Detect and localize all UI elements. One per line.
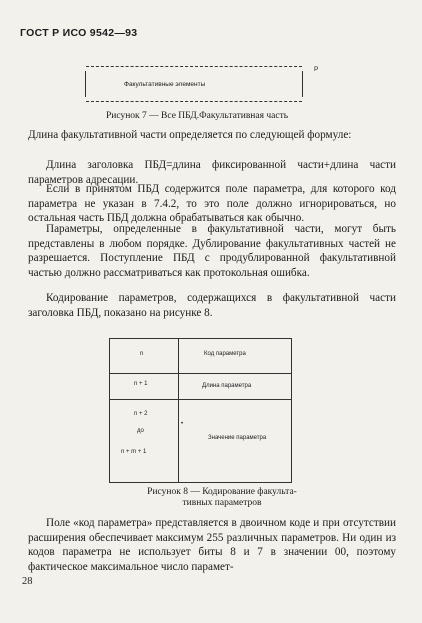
paragraph-2: Длина заголовка ПБД=длина фиксированной части+длина части параметров адресации. [28, 159, 396, 186]
octet-n: n [140, 351, 144, 357]
parameter-length-cell: Длина параметра [202, 383, 252, 389]
document-header: ГОСТ Р ИСО 9542—93 [20, 27, 138, 39]
parameter-encoding-table [109, 338, 292, 483]
box-left-border [85, 71, 86, 97]
page-number: 28 [22, 576, 33, 587]
octet-n-plus-2: n + 2 [134, 411, 148, 417]
parameter-value-cell: Значение параметра [208, 435, 267, 441]
marker-dot: • [181, 421, 184, 427]
table-row-divider [110, 373, 291, 374]
table-row-divider [110, 399, 291, 400]
octet-range-to: до [137, 428, 144, 434]
figure7-caption: Рисунок 7 — Все ПБД.Факультативная часть [106, 111, 289, 121]
box-right-border [302, 71, 303, 97]
paragraph-6: Поле «код параметра» представляется в двоичном коде и при отсутствии расширения обеспечивает максимум 255 различных параметров. Ни один из кодов параметра не использует биты 8 и 7 в значении 00, поэтому фактическое максимальное число парамет- [28, 517, 396, 573]
parameter-code-cell: Код параметра [204, 351, 246, 357]
box-side-label: Р [314, 66, 319, 73]
optional-elements-label: Факультативные элементы [124, 81, 206, 88]
paragraph-3: Если в принятом ПБД содержится поле параметра, для которого код параметра не указан в 7.4.2, то это поле должно игнорироваться, но остальная часть ПБД должна обрабатываться как обычно. [28, 183, 396, 225]
octet-n-plus-m-plus-1: n + m + 1 [121, 449, 147, 455]
paragraph-4: Параметры, определенные в факультативной части, могут быть представлены в любом порядке. Дублирование факультативных частей не разрешается. Поступление ПБД с продублированной факультативной частью должно рассматриваться как протокольная ошибка. [28, 223, 396, 279]
paragraph-5: Кодирование параметров, содержащихся в факультативной части заголовка ПБД, показано на рисунке 8. [28, 292, 396, 319]
octet-n-plus-1: n + 1 [134, 381, 148, 387]
figure8-caption: Рисунок 8 — Кодирование факульта- тивных параметров [147, 487, 297, 508]
paragraph-1: Длина факультативной части определяется по следующей формуле: [28, 129, 352, 141]
table-column-divider [178, 339, 179, 482]
